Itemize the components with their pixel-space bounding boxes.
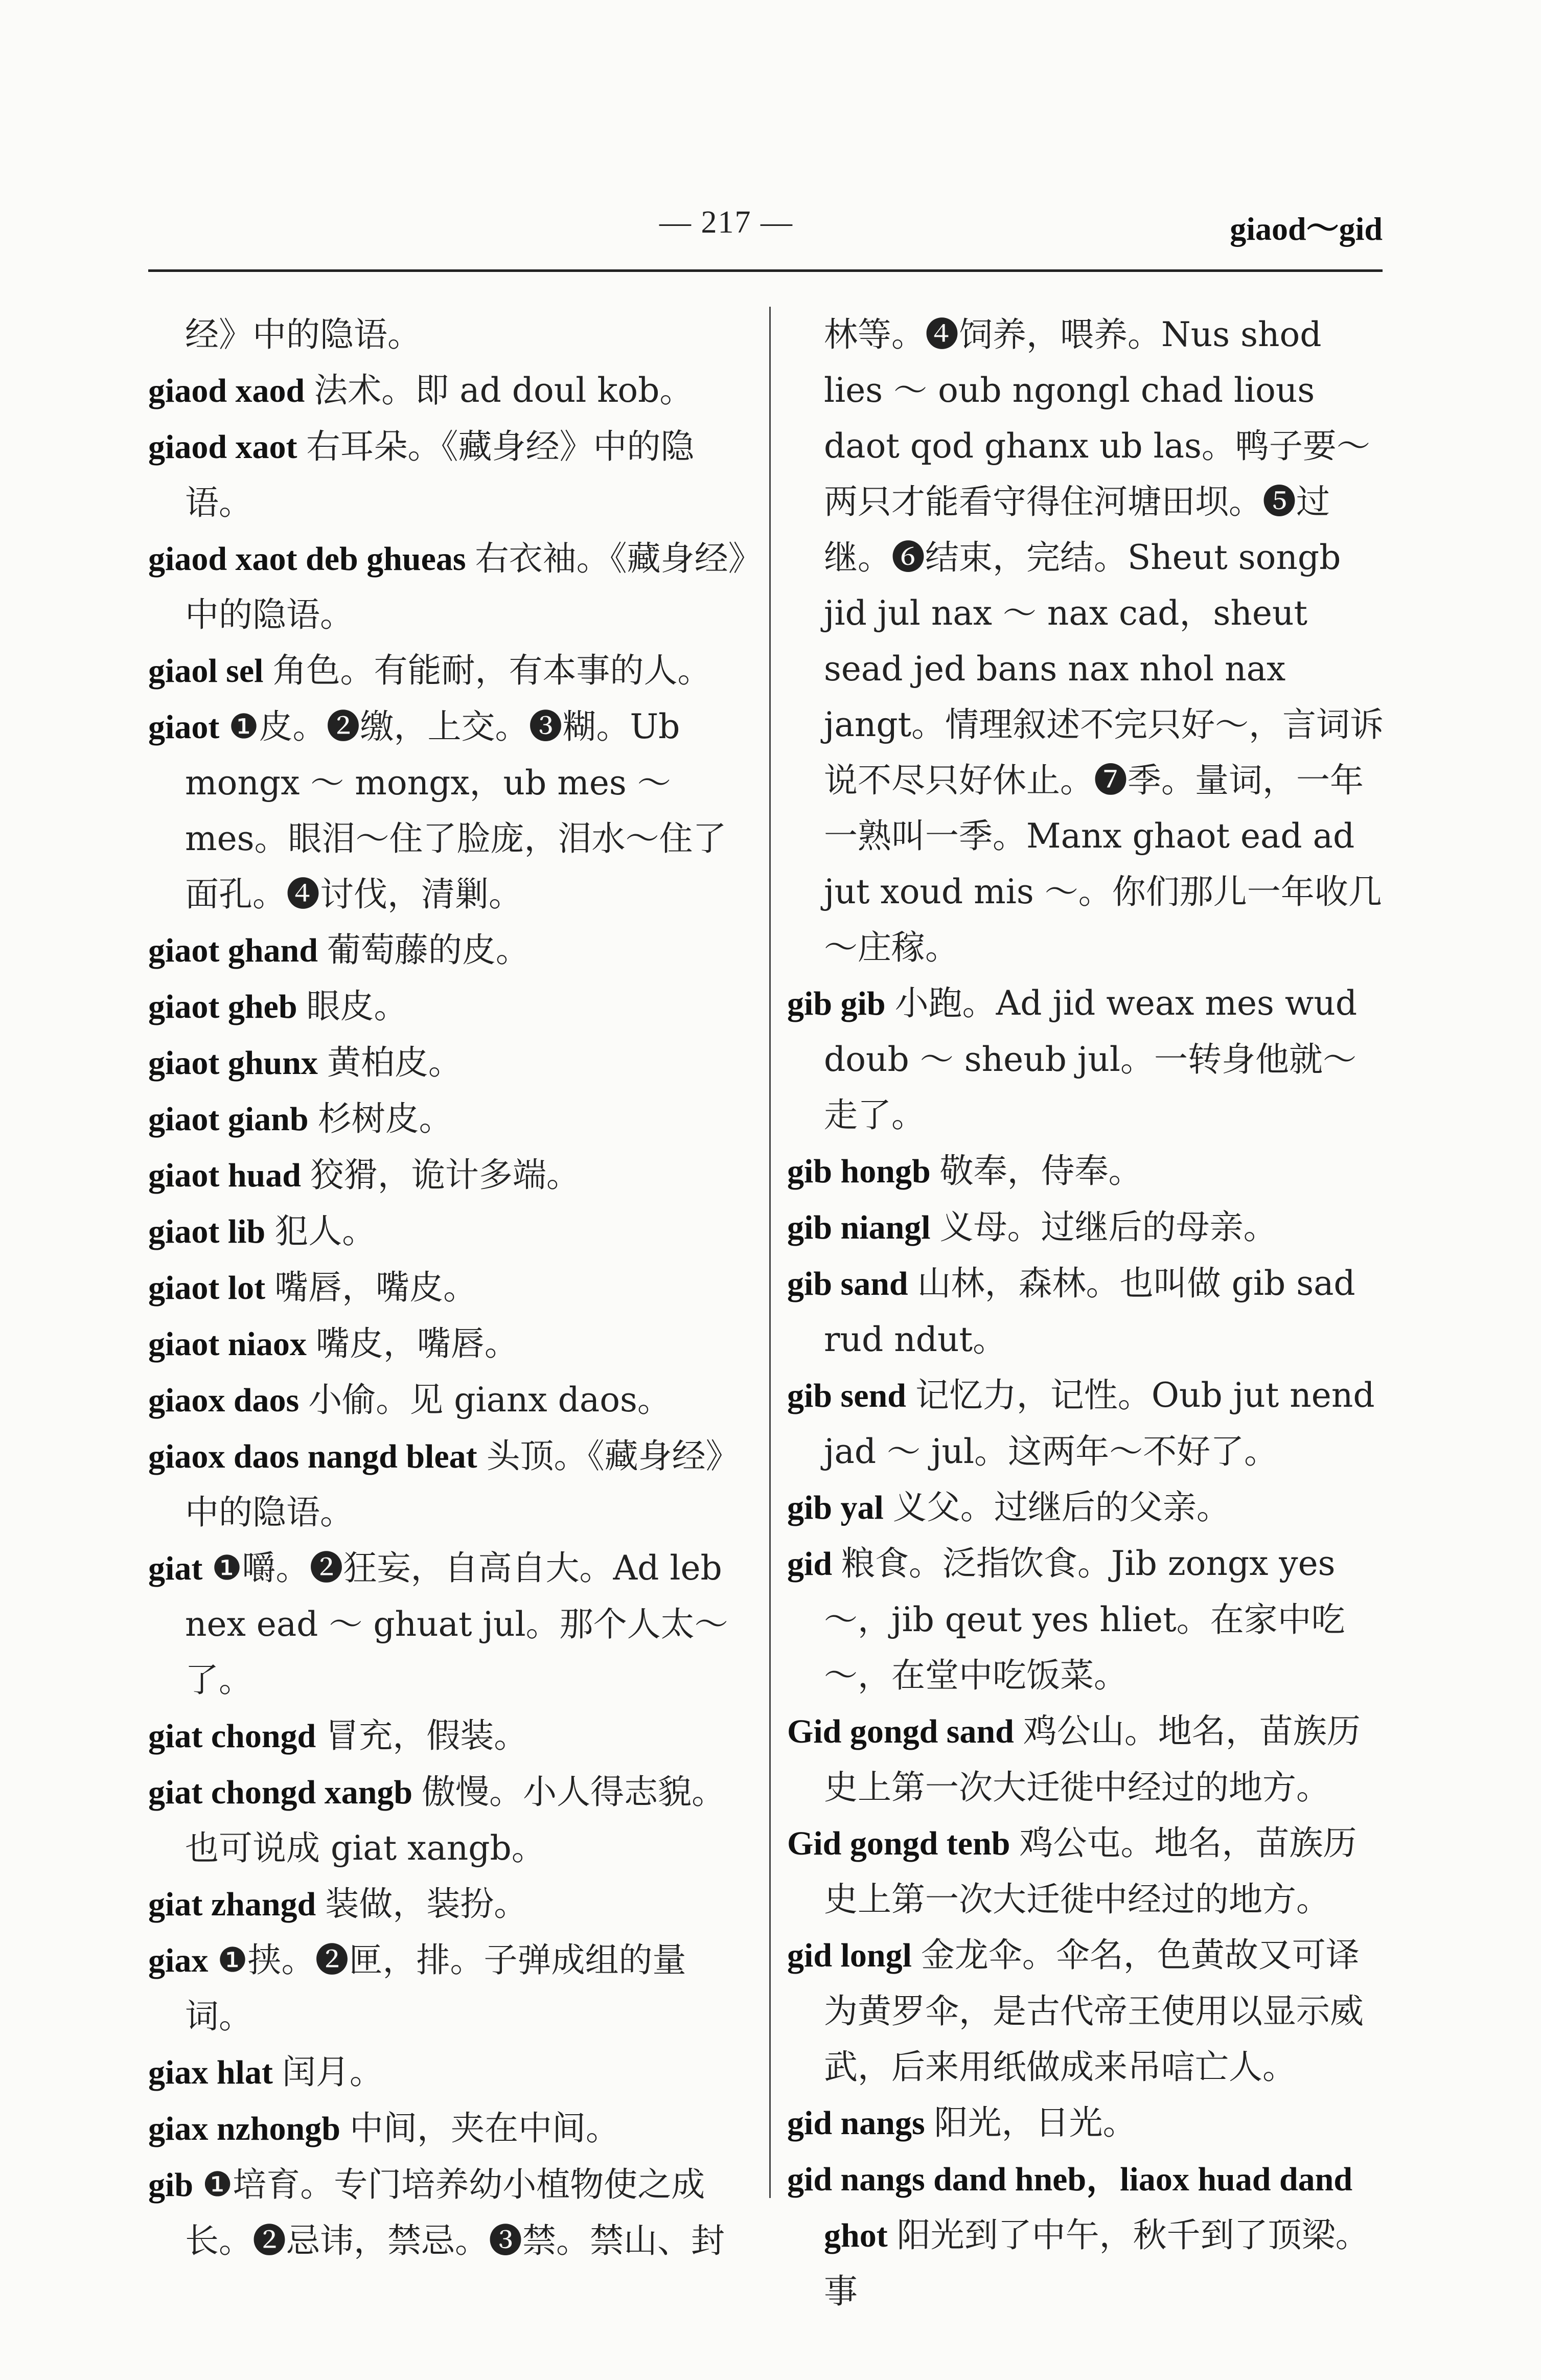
entry-headword: giat chongd xangb [148,1774,413,1811]
dictionary-entry [787,1143,1385,1199]
entry-definition: 右耳朵。《藏身经》中的隐语。 [185,427,695,522]
dictionary-entry [148,1708,751,1764]
entry-headword: gib hongb [787,1153,931,1190]
entry-headword: giaot huad [148,1157,301,1194]
entry-definition: ❶皮。❷缴，上交。❸糊。Ub mongx ～ mongx，ub mes ～ mes。眼泪～住了脸庞，泪水～住了面孔。❹讨伐，清剿。 [185,707,727,914]
entry-headword: giaox daos nangd bleat [148,1438,477,1475]
entry-definition: 角色。有能耐，有本事的人。 [272,651,711,690]
dictionary-entry [787,1815,1385,1927]
entry-definition: 装做，装扮。 [325,1884,528,1924]
entry-headword: gid nangs [787,2104,925,2142]
dictionary-entry [148,531,751,643]
entry-headword: giax [148,1942,209,1979]
entry-headword: giaot [148,708,220,746]
dictionary-entry [148,307,751,362]
dictionary-entry [148,699,751,922]
header-rule [148,269,1383,272]
dictionary-entry [148,643,751,699]
dictionary-entry [787,1536,1385,1703]
entry-definition: 记忆力，记性。Oub jut nend jad ～ jul。这两年～不好了。 [824,1376,1375,1471]
entry-definition: ❶嚼。❷狂妄，自高自大。Ad leb nex ead ～ ghuat jul。那个人太～了。 [185,1548,728,1700]
entry-definition: 狡猾，诡计多端。 [310,1155,580,1195]
entry-definition: 嘴唇，嘴皮。 [274,1268,477,1307]
entry-definition: 小跑。Ad jid weax mes wud doub ～ sheub jul。一转身他就～走了。 [824,983,1358,1135]
entry-headword: giaox daos [148,1382,300,1419]
page-number: — 217 — [659,205,793,240]
entry-headword: giaot niaox [148,1325,307,1363]
entry-headword: Gid gongd tenb [787,1825,1010,1862]
dictionary-entry [148,1091,751,1147]
entry-definition: 中间，夹在中间。 [349,2109,619,2148]
dictionary-entry [148,1764,751,1876]
entry-headword: giaot ghunx [148,1044,318,1082]
entry-definition: ❶挟。❷匣，排。子弹成组的量词。 [185,1940,686,2036]
entry-definition: 眼皮。 [306,987,408,1026]
dictionary-entry [148,1147,751,1203]
entry-definition: 傲慢。小人得志貌。也可说成 giat xangb。 [185,1772,726,1868]
dictionary-entry [148,2044,751,2100]
dictionary-entry [148,1372,751,1428]
left-column [148,307,751,2269]
dictionary-entry [787,1927,1385,2095]
dictionary-entry [787,1367,1385,1479]
entry-definition: 嘴皮，嘴唇。 [315,1324,518,1363]
entry-definition: 金龙伞。伞名，色黄故又可译为黄罗伞，是古代帝王使用以显示威武，后来用纸做成来吊唁亡人。 [824,1935,1364,2087]
dictionary-entry [148,1203,751,1260]
dictionary-entry [148,362,751,419]
entry-definition: 黄柏皮。 [327,1043,462,1082]
entry-headword: giaot lot [148,1269,266,1307]
dictionary-entry [148,1428,751,1540]
guide-words: giaod～gid [1230,211,1383,247]
dictionary-entry [148,1932,751,2044]
entry-headword: giaod xaot [148,428,297,466]
entry-definition: 敬奉，侍奉。 [939,1151,1142,1191]
entry-definition: 闰月。 [282,2052,383,2092]
page-header [0,0,1541,276]
entry-definition: 经》中的隐语。 [185,315,421,354]
entry-headword: giaot lib [148,1213,266,1250]
entry-headword: giaol sel [148,652,264,690]
entry-definition: 右衣袖。《藏身经》中的隐语。 [185,539,745,634]
entry-headword: gib [148,2166,194,2204]
dictionary-entry [787,975,1385,1143]
entry-definition: 冒充，假装。 [325,1716,528,1755]
dictionary-entry [787,1479,1385,1536]
entry-headword: giaot ghand [148,932,318,969]
dictionary-entry [148,1260,751,1316]
entry-definition: 阳光到了中午，秋千到了顶梁。事 [824,2215,1369,2311]
entry-headword: gib sand [787,1265,908,1302]
dictionary-entry [148,1035,751,1091]
entry-headword: giax nzhongb [148,2110,340,2147]
dictionary-entry [787,1255,1385,1367]
entry-headword: gib send [787,1377,906,1414]
entry-headword: gib gib [787,985,886,1022]
entry-headword: giaod xaot deb ghueas [148,540,466,578]
dictionary-entry [148,419,751,531]
dictionary-entry [148,2157,751,2269]
entry-definition: 义母。过继后的母亲。 [939,1207,1277,1247]
entry-definition: 鸡公山。地名，苗族历史上第一次大迁徙中经过的地方。 [824,1711,1361,1807]
entry-headword: gib yal [787,1489,884,1526]
dictionary-entry [148,1316,751,1372]
entry-headword: Gid gongd sand [787,1713,1014,1750]
entry-definition: 粮食。泛指饮食。Jib zongx yes ～，jib qeut yes hliet。在家中吃～，在堂中吃饭菜。 [824,1544,1345,1695]
entry-headword: giaot gianb [148,1101,309,1138]
dictionary-entry [148,922,751,978]
dictionary-entry [787,2151,1385,2319]
entry-definition: 山林，森林。也叫做 gib sad rud ndut。 [824,1264,1355,1359]
dictionary-entry [787,1703,1385,1815]
entry-headword: giax hlat [148,2054,273,2091]
entry-definition: 犯人。 [274,1211,376,1251]
column-divider [769,307,771,2198]
entry-headword: gid longl [787,1937,912,1974]
entry-headword: gid nangs dand hneb，liaox huad dand ghot [787,2161,1353,2254]
entry-headword: giaot gheb [148,988,297,1025]
dictionary-entry [148,1876,751,1932]
entry-headword: giaod xaod [148,372,305,409]
dictionary-entry [148,1540,751,1708]
entry-headword: giat zhangd [148,1886,316,1923]
dictionary-entry [787,1199,1385,1255]
entry-headword: gib niangl [787,1209,931,1246]
entry-definition: 头顶。《藏身经》中的隐语。 [185,1436,740,1532]
entry-definition: 阳光，日光。 [934,2103,1137,2142]
dictionary-entry [148,978,751,1035]
right-column [787,307,1385,2319]
entry-definition: ❶培育。专门培养幼小植物使之成长。❷忌讳，禁忌。❸禁。禁山、封 [185,2165,725,2260]
entry-headword: gid [787,1545,833,1583]
entry-definition: 小偷。见 gianx daos。 [308,1380,671,1420]
entry-definition: 鸡公屯。地名，苗族历史上第一次大迁徙中经过的地方。 [824,1823,1357,1919]
entry-definition: 义父。过继后的父亲。 [892,1487,1230,1527]
entry-definition: 林等。❹饲养，喂养。Nus shod lies ～ oub ngongl chad lious daot qod ghanx ub las。鸭子要～两只才能看守得住河塘田坝。❺过继。❻结束，完结。Sheut songb jid jul nax ～ nax cad，sheut sead jed bans nax nhol nax jangt。情理叙述不完只好～，言词诉说不尽只好休止。❼季。量词，一年一熟叫一季。Manx ghaot ead ad jut xoud mis ～。你们那儿一年收几～庄稼。 [824,315,1384,967]
entry-headword: giat [148,1550,203,1587]
entry-definition: 葡萄藤的皮。 [327,930,530,970]
entry-definition: 法术。即 ad doul kob。 [314,371,694,410]
entry-headword: giat chongd [148,1718,316,1755]
dictionary-entry [148,2100,751,2157]
dictionary-entry [787,2095,1385,2151]
dictionary-entry [787,307,1385,975]
entry-definition: 杉树皮。 [317,1099,453,1138]
